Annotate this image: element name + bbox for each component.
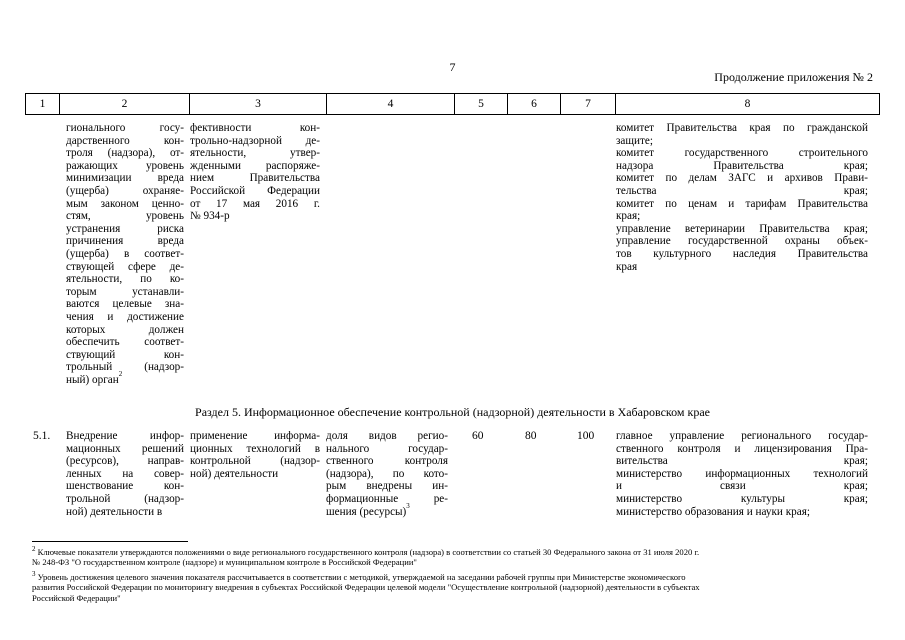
text-line: ной) деятельности bbox=[190, 467, 279, 480]
text-line: ленных на совер- bbox=[66, 467, 184, 480]
footnote-2-mark: 2 bbox=[32, 545, 36, 554]
text-line: контрольной (надзор- bbox=[190, 455, 320, 468]
text-line: ственного контроля и лицензирования Пра- bbox=[616, 442, 868, 455]
text-line: управление ветеринарии Правительства края; bbox=[616, 222, 868, 235]
text-line: ятельности, по ко- bbox=[66, 273, 184, 286]
header-col-2: 2 bbox=[59, 94, 189, 114]
text-line: жденными распоряже- bbox=[190, 159, 320, 172]
section-title: Раздел 5. Информационное обеспечение контрольной (надзорной) деятельности в Хабаровском крае bbox=[195, 405, 710, 419]
text-line: которых должен bbox=[66, 323, 184, 336]
text-line: Внедрение инфор- bbox=[66, 430, 184, 442]
header-col-8: 8 bbox=[615, 94, 879, 114]
text-line: нием Правительства bbox=[190, 172, 320, 185]
header-col-7: 7 bbox=[560, 94, 615, 114]
text-line: вительства края; bbox=[616, 455, 868, 468]
text-line: ражающих уровень bbox=[66, 159, 184, 172]
text-line: (надзора), по кото- bbox=[326, 467, 448, 480]
text-line: фективности кон- bbox=[190, 122, 320, 134]
text-line: ственного контроля bbox=[326, 455, 448, 468]
text-line: министерство культуры края; bbox=[616, 492, 868, 505]
text-line: торым устанавли- bbox=[66, 285, 184, 298]
footnote-2-line-2: № 248-ФЗ "О государственном контроле (надзоре) и муниципальном контроле в Российской Федерации" bbox=[32, 557, 417, 568]
text-line: управление государственной охраны объек- bbox=[616, 235, 868, 248]
text-line: комитет по ценам и тарифам Правительства bbox=[616, 197, 868, 210]
text-line: края; bbox=[616, 210, 641, 223]
row2-col4-text bbox=[326, 430, 448, 518]
text-line: обеспечить соответ- bbox=[66, 336, 184, 349]
header-col-6: 6 bbox=[507, 94, 560, 114]
header-col-3: 3 bbox=[189, 94, 326, 114]
row2-value-7: 100 bbox=[577, 430, 595, 442]
text-line: трольный (надзор- bbox=[66, 361, 184, 374]
text-line: Российской Федерации bbox=[190, 184, 320, 197]
footnote-3-line-1: Уровень достижения целевого значения показателя рассчитывается в соответствии с методикой, утверждаемой на заседании рабочей группы при Министерстве экономического bbox=[37, 572, 686, 582]
text-line: дарственного кон- bbox=[66, 134, 184, 147]
text-line: причинения вреда bbox=[66, 235, 184, 248]
footnote-divider bbox=[32, 541, 188, 542]
text-line: комитет по делам ЗАГС и архивов Прави- bbox=[616, 172, 868, 185]
header-col-5: 5 bbox=[454, 94, 507, 114]
row1-col8-text bbox=[616, 122, 868, 273]
text-line: комитет государственного строительного bbox=[616, 147, 868, 160]
text-line: ваются целевые зна- bbox=[66, 298, 184, 311]
text-line: мым законом ценно- bbox=[66, 197, 184, 210]
text-line: (ущерба) в соответ- bbox=[66, 247, 184, 260]
text-line: ствующей сфере де- bbox=[66, 260, 184, 273]
text-line: ный) орган 2 bbox=[66, 369, 123, 386]
text-line: ствующий кон- bbox=[66, 348, 184, 361]
text-line: края bbox=[616, 260, 638, 273]
text-line: чения и достижение bbox=[66, 310, 184, 323]
text-line: минимизации вреда bbox=[66, 172, 184, 185]
footnote-3-line-2: развития Российской Федерации по мониторингу внедрения в субъектах Российской Федерации целевой модели "Осуществление контрольной (надзорной) деятельности в субъектах bbox=[32, 582, 700, 593]
footnote-3 bbox=[32, 572, 874, 603]
text-line: и связи края; bbox=[616, 480, 868, 493]
text-line: надзора Правительства края; bbox=[616, 159, 868, 172]
row2-value-5: 60 bbox=[472, 430, 484, 442]
row2-value-6: 80 bbox=[525, 430, 537, 442]
text-line: рым внедрены ин- bbox=[326, 480, 448, 493]
footnote-2-line-1: Ключевые показатели утверждаются положениями о виде регионального государственного контроля (надзора) в соответствии со статьей 30 Федерального закона от 31 июля 2020 г. bbox=[37, 547, 700, 557]
text-line: мационных решений bbox=[66, 442, 184, 455]
text-line: троля (надзора), от- bbox=[66, 147, 184, 160]
text-line: министерство информационных технологий bbox=[616, 467, 868, 480]
text-line: ционных технологий в bbox=[190, 442, 320, 455]
text-line: формационные ре- bbox=[326, 492, 448, 505]
text-line: № 934-р bbox=[190, 210, 230, 223]
header-col-4: 4 bbox=[326, 94, 454, 114]
text-line: от 17 мая 2016 г. bbox=[190, 197, 320, 210]
text-line: тельства края; bbox=[616, 184, 868, 197]
footnote-reference: 3 bbox=[406, 501, 410, 510]
header-col-1: 1 bbox=[39, 98, 46, 110]
continuation-label: Продолжение приложения № 2 bbox=[714, 70, 873, 84]
text-line: гионального госу- bbox=[66, 122, 184, 134]
row2-number: 5.1. bbox=[33, 430, 51, 442]
row2-col2-text bbox=[66, 430, 184, 518]
text-line: нального государ- bbox=[326, 442, 448, 455]
row2-col8-text bbox=[616, 430, 868, 518]
text-line: стям, уровень bbox=[66, 210, 184, 223]
text-line: тов культурного наследия Правительства bbox=[616, 247, 868, 260]
text-line: трольной (надзор- bbox=[66, 492, 184, 505]
page-number: 7 bbox=[449, 60, 456, 74]
text-line: доля видов регио- bbox=[326, 430, 448, 442]
text-line: ятельности, утвер- bbox=[190, 147, 320, 160]
text-line: ной) деятельности в bbox=[66, 505, 163, 518]
text-line: защите; bbox=[616, 134, 653, 147]
table-header bbox=[25, 93, 880, 115]
text-line: шенствование кон- bbox=[66, 480, 184, 493]
text-line: (ущерба) охраняе- bbox=[66, 184, 184, 197]
footnote-3-mark: 3 bbox=[32, 570, 36, 579]
row1-col2-text bbox=[66, 122, 184, 386]
text-line: комитет Правительства края по гражданской bbox=[616, 122, 868, 134]
text-line: устранения риска bbox=[66, 222, 184, 235]
footnote-reference: 2 bbox=[118, 369, 123, 378]
text-line: министерство образования и науки края; bbox=[616, 505, 810, 518]
row1-col3-text bbox=[190, 122, 320, 223]
text-line: главное управление регионального государ- bbox=[616, 430, 868, 442]
text-line: применение информа- bbox=[190, 430, 320, 442]
text-line: шения (ресурсы) 3 bbox=[326, 501, 410, 518]
text-line: трольно-надзорной де- bbox=[190, 134, 320, 147]
footnote-2 bbox=[32, 547, 874, 568]
row2-col3-text bbox=[190, 430, 320, 480]
footnote-3-line-3: Российской Федерации" bbox=[32, 592, 121, 603]
text-line: (ресурсов), направ- bbox=[66, 455, 184, 468]
